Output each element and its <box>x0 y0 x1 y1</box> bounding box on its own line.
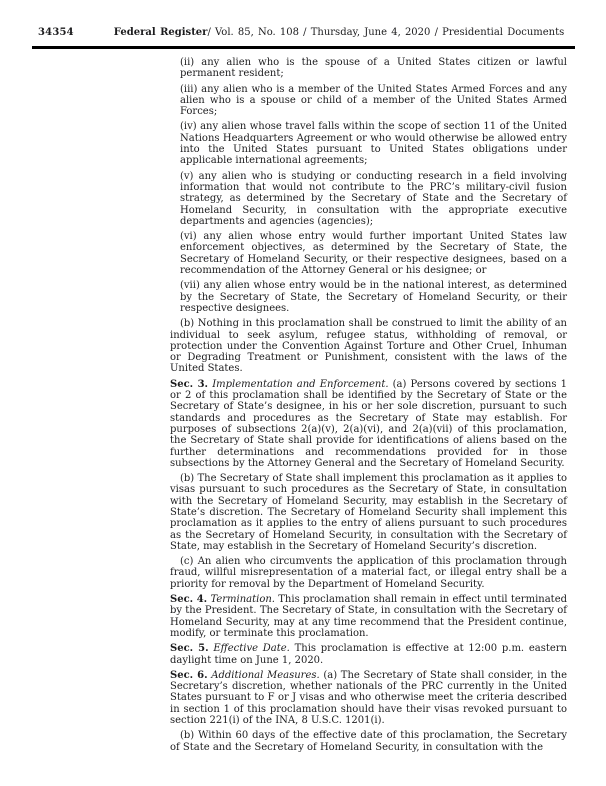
section-5 <box>170 643 567 666</box>
section-3-label: Sec. 3. <box>170 378 209 390</box>
journal-name: Federal Register <box>113 27 208 38</box>
section-3-title: Implementation and Enforcement. <box>212 378 389 390</box>
section-6-label: Sec. 6. <box>170 669 208 681</box>
clause-vii: (vii) any alien whose entry would be in the national interest, as determined by the Secretary of State, the Secretary of Homeland Security, or their respective designees. <box>180 280 567 314</box>
clause-ii: (ii) any alien who is the spouse of a United States citizen or lawful permanent resident; <box>180 57 567 80</box>
header-double-rule <box>32 46 575 49</box>
section-4-title: Termination. <box>210 594 275 606</box>
section-5-title: Effective Date. <box>213 643 290 655</box>
section-5-label: Sec. 5. <box>170 643 209 655</box>
clause-iii: (iii) any alien who is a member of the United States Armed Forces and any alien who is a spouse or child of a member of the United States Armed Forces; <box>180 83 567 118</box>
section-6-title: Additional Measures. <box>211 669 320 681</box>
citation-text: / Vol. 85, No. 108 / Thursday, June 4, 2020 / Presidential Documents <box>207 27 565 38</box>
paragraph-3b: (b) The Secretary of State shall implement this proclamation as it applies to visas pursuant to such procedures as the Secretary of State, in consultation with the Secretary of Homeland Security, may establish in the Secretary of State’s discretion. The Secretary of Homeland Security shall implement this proclamation as it applies to the entry of aliens pursuant to such procedures as the Secretary of Homeland Security, in consultation with the Secretary of State, may establish in the Secretary of Homeland Security’s discretion. <box>170 473 567 552</box>
section-6-text: (a) The Secretary of State shall consider, in the Secretary’s discretion, whether nationals of the PRC currently in the United States pursuant to F or J visas and who otherwise meet the criteria described in section 1 of this proclamation should have their visas revoked pursuant to section 221(i) of the INA, 8 U.S.C. 1201(i). <box>170 669 567 727</box>
page-number: 34354 <box>38 27 74 38</box>
masthead <box>114 27 564 39</box>
section-5-text: This proclamation is effective at 12:00 p.m. eastern daylight time on June 1, 2020. <box>170 643 567 666</box>
paragraph-6b: (b) Within 60 days of the effective date of this proclamation, the Secretary of State and the Secretary of Homeland Security, in consultation with the <box>170 730 567 753</box>
clause-v: (v) any alien who is studying or conducting research in a field involving information that would not contribute to the PRC’s military-civil fusion strategy, as determined by the Secretary of State and the Secretary of Homeland Security, in consultation with the appropriate executive departments and agencies (agencies); <box>180 170 567 227</box>
document-body <box>170 57 567 757</box>
clause-iv: (iv) any alien whose travel falls within the scope of section 11 of the United Nations Headquarters Agreement or who would otherwise be allowed entry into the United States pursuant to United States obligations under applicable international agreements; <box>180 121 567 167</box>
page-header <box>38 27 574 39</box>
clause-vi: (vi) any alien whose entry would further important United States law enforcement objectives, as determined by the Secretary of State, the Secretary of Homeland Security, or their respective designees, based on a recommendation of the Attorney General or his designee; or <box>180 231 567 277</box>
paragraph-2b: (b) Nothing in this proclamation shall be construed to limit the ability of an individual to seek asylum, refugee status, withholding of removal, or protection under the Convention Against Torture and Other Cruel, Inhuman or Degrading Treatment or Punishment, consistent with the laws of the United States. <box>170 318 567 375</box>
section-6 <box>170 670 567 726</box>
section-3 <box>170 379 567 469</box>
section-4-text: This proclamation shall remain in effect until terminated by the President. The Secretary of State, in consultation with the Secretary of Homeland Security, may at any time recommend that the President continue, modify, or terminate this proclamation. <box>170 594 568 639</box>
paragraph-3c: (c) An alien who circumvents the application of this proclamation through fraud, willful misrepresentation of a material fact, or illegal entry shall be a priority for removal by the Department of Homeland Security. <box>170 556 567 590</box>
section-4 <box>170 594 567 639</box>
section-3-text: (a) Persons covered by sections 1 or 2 of this proclamation shall be identified by the Secretary of State or the Secretary of State’s designee, in his or her sole discretion, pursuant to such standards and procedures as the Secretary of State may establish. For purposes of subsections 2(a)(v), 2(a)(vi), and 2(a)(vii) of this proclamation, the Secretary of State shall provide for identifications of aliens based on the further determinations and recommendations provided for in those subsections by the Attorney General and the Secretary of Homeland Security. <box>170 378 567 469</box>
section-4-label: Sec. 4. <box>170 594 208 606</box>
